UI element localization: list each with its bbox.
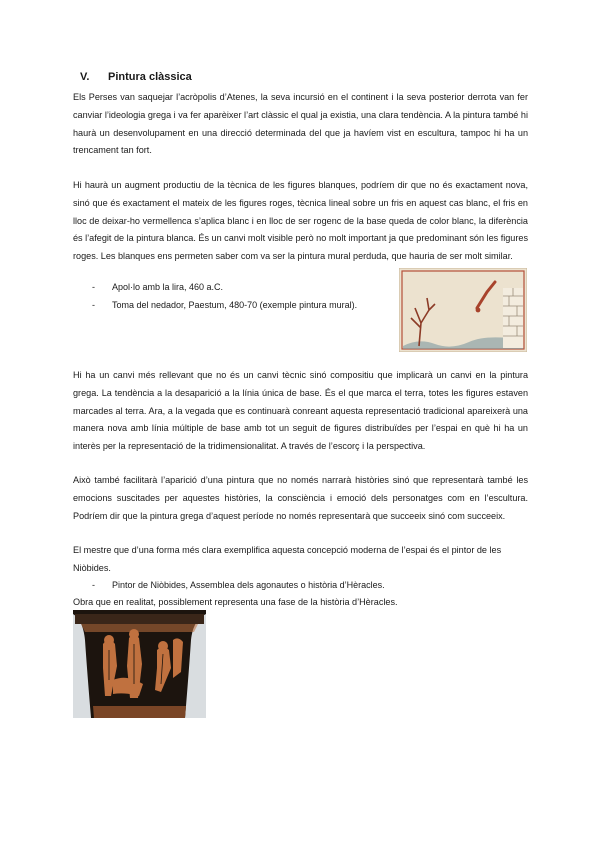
paragraph-niobid-painter: El mestre que d’una forma més clara exemplifica aquesta concepció moderna de l’espai és el pintor de les Niòbides. xyxy=(73,545,502,573)
section-number: V. xyxy=(80,71,90,83)
list-item xyxy=(92,279,223,296)
bullet-text: Apol·lo amb la lira, 460 a.C. xyxy=(112,282,224,292)
paragraph-emotions: Això també facilitarà l’aparició d’una pintura que no només narrarà històries sinó que representarà també les emocions suscitades per aquestes històries, la consciència i emoció dels personatges com en l’escultura. Podríem dir que la pintura grega d’aquest període no només representarà que succeeix sinó com succeeix. xyxy=(73,475,528,521)
niobid-krater-image xyxy=(73,610,206,718)
list-item xyxy=(92,577,385,594)
paragraph-persian-invasion: Els Perses van saquejar l’acròpolis d’Atenes, la seva incursió en el continent i la seva posterior derrota van fer canviar l’ideologia grega i va fer aparèixer l’art clàssic el qual ja existia, una clara tendència. A la pintura també hi haurà un desenvolupament en una direcció determinada del que ja havíem vist en escultura, tampoc hi ha un trencament tan fort. xyxy=(73,92,528,156)
list-item xyxy=(92,297,357,314)
diver-fresco-image xyxy=(399,268,527,352)
paragraph-white-ground-technique: Hi haurà un augment productiu de la tècnica de les figures blanques, podríem dir que no és exactament nova, sinó que és exactament el mateix de les figures roges, tècnica lineal sobre un fris en aquest cas blanc, el fris en lloc de deixar-ho vermellenca s’aplica blanc i en lloc de ser rogenc de la base queda de color blanc, la diferència és l’afegit de la pintura blanca. És un canvi molt visible però no molt important ja que predominant són les figures roges. Les blanques ens permeten saber com va ser la pintura mural perduda, que hauria de ser molt similar. xyxy=(73,180,528,262)
section-title: Pintura clàssica xyxy=(108,71,192,83)
bullet-marker: - xyxy=(92,300,95,310)
bullet-marker: - xyxy=(92,580,95,590)
paragraph-compositional-change: Hi ha un canvi més rellevant que no és un canvi tècnic sinó compositiu que implicarà un canvi en la pintura grega. La tendència a la desaparició a la línia única de base. És el que marca el terra, totes les figures estaven marcades al terra. Ara, a la vegada que es continuarà conreant aquesta representació tradicional apareixerà una manera nova amb línia múltiple de base amb tot un seguit de figures distribuïdes per l’espai en què hi ha un interès per la representació de la tridimensionalitat. A través de l’escorç i la perspectiva. xyxy=(73,370,528,452)
niobid-krater-illustration xyxy=(73,610,206,718)
bullet-text: Toma del nedador, Paestum, 480-70 (exemple pintura mural). xyxy=(112,300,358,310)
section-heading xyxy=(80,71,192,83)
diver-fresco-illustration xyxy=(399,268,527,352)
paragraph-heracles: Obra que en realitat, possiblement representa una fase de la història d’Hèracles. xyxy=(73,597,398,607)
bullet-text: Pintor de Niòbides, Assemblea dels agonautes o història d’Hèracles. xyxy=(112,580,385,590)
bullet-marker: - xyxy=(92,282,95,292)
